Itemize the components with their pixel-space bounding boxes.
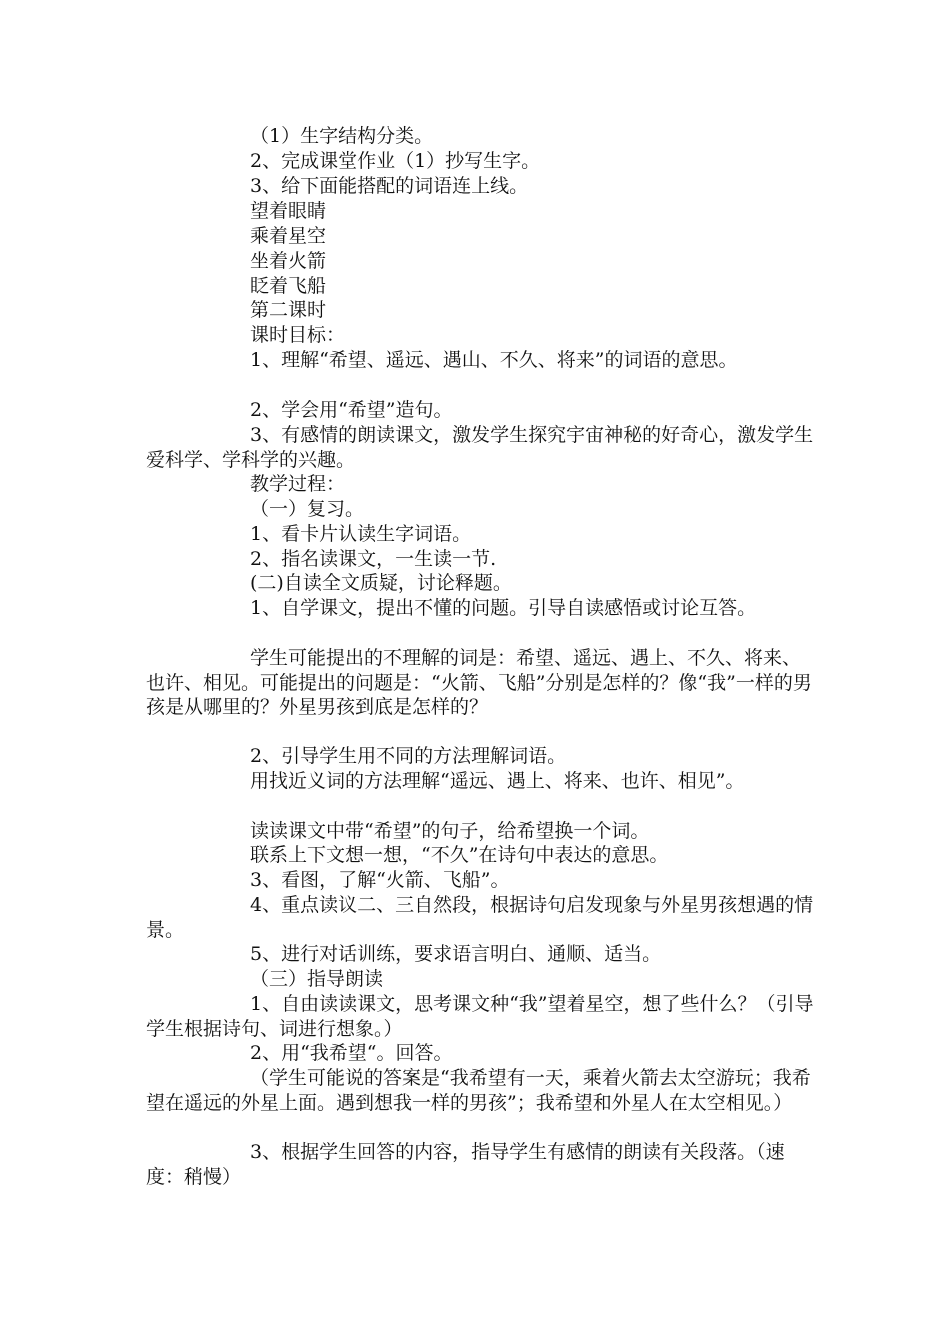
paragraph: 3、看图，了解“火箭、飞船”。 (250, 869, 510, 891)
paragraph: 坐着火箭 (250, 250, 327, 272)
section-heading: 教学过程： (250, 473, 346, 495)
paragraph: 2、学会用“希望”造句。 (250, 399, 453, 421)
paragraph: 学生可能提出的不理解的词是：希望、遥远、遇上、不久、将来、也许、相见。可能提出的问题是：“火箭、飞船”分别是怎样的？像“我”一样的男孩是从哪里的？外星男孩到底是怎样的？ (146, 647, 812, 719)
paragraph: 4、重点读议二、三自然段，根据诗句启发现象与外星男孩想遇的情景。 (146, 894, 814, 941)
paragraph: （1）生字结构分类。 (250, 125, 434, 147)
paragraph: 用找近义词的方法理解“遥远、遇上、将来、也许、相见”。 (250, 770, 745, 792)
section-heading: （三）指导朗读 (250, 968, 384, 990)
paragraph: 望着眼睛 (250, 200, 327, 222)
section-heading: (二)自读全文质疑，讨论释题。 (250, 572, 512, 594)
paragraph: 联系上下文想一想，“不久”在诗句中表达的意思。 (250, 844, 669, 866)
paragraph: 1、自由读读课文，思考课文种“我”望着星空，想了些什么？（引导学生根据诗句、词进行想象。） (146, 993, 814, 1040)
paragraph: 3、根据学生回答的内容，指导学生有感情的朗读有关段落。（速度：稍慢） (146, 1141, 785, 1188)
paragraph: 1、理解“希望、遥远、遇山、不久、将来”的词语的意思。 (250, 349, 738, 371)
paragraph: （学生可能说的答案是“我希望有一天，乘着火箭去太空游玩；我希望在遥远的外星上面。遇到想我一样的男孩”；我希望和外星人在太空相见。） (146, 1067, 811, 1114)
paragraph: 5、进行对话训练，要求语言明白、通顺、适当。 (250, 943, 662, 965)
paragraph: 读读课文中带“希望”的句子，给希望换一个词。 (250, 820, 650, 842)
paragraph: 3、给下面能搭配的词语连上线。 (250, 175, 529, 197)
paragraph: 2、完成课堂作业（1）抄写生字。 (250, 150, 541, 172)
paragraph: 2、引导学生用不同的方法理解词语。 (250, 745, 567, 767)
section-heading: 第二课时 (250, 299, 327, 321)
paragraph: 眨着飞船 (250, 275, 327, 297)
paragraph: 2、指名读课文，一生读一节. (250, 548, 497, 570)
section-heading: 课时目标： (250, 324, 346, 346)
paragraph: 1、看卡片认读生字词语。 (250, 523, 472, 545)
paragraph: 乘着星空 (250, 225, 327, 247)
section-heading: （一）复习。 (250, 498, 365, 520)
paragraph: 1、自学课文，提出不懂的问题。引导自读感悟或讨论互答。 (250, 597, 757, 619)
paragraph: 2、用“我希望“。回答。 (250, 1042, 453, 1064)
paragraph: 3、有感情的朗读课文，激发学生探究宇宙神秘的好奇心，激发学生爱科学、学科学的兴趣。 (146, 424, 814, 471)
